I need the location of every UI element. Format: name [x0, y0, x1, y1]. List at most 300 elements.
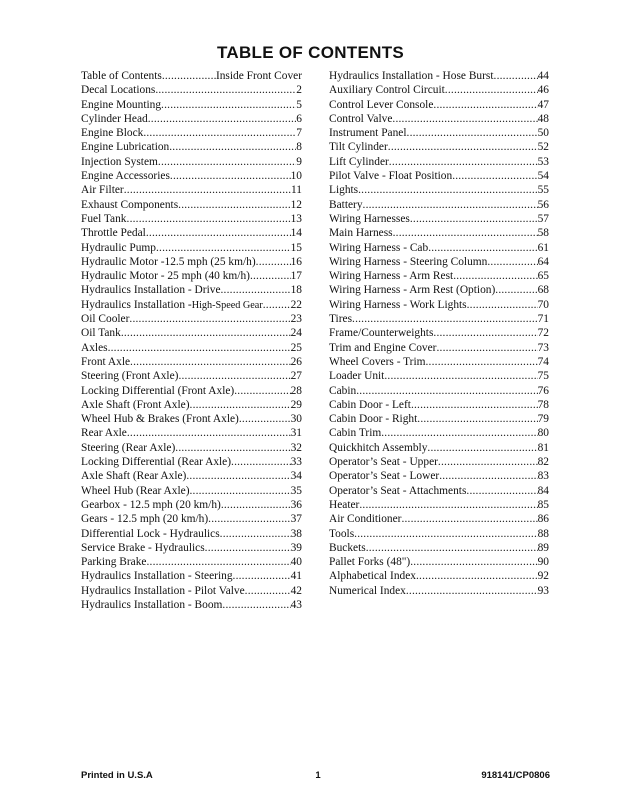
- dot-leader: [121, 326, 291, 340]
- toc-entry[interactable]: [81, 441, 302, 455]
- toc-entry[interactable]: [81, 341, 302, 355]
- dot-leader: [381, 426, 537, 440]
- toc-entry[interactable]: [81, 83, 302, 97]
- toc-entry-label: Control Lever Console: [329, 98, 434, 111]
- toc-entry-label: Hydraulics Installation -: [81, 298, 192, 311]
- toc-entry-page: 34: [290, 470, 302, 483]
- toc-entry[interactable]: [329, 155, 549, 169]
- dot-leader: [393, 226, 538, 240]
- dot-leader: [433, 326, 537, 340]
- toc-entry[interactable]: [81, 469, 302, 483]
- toc-entry-page: 10: [290, 170, 302, 183]
- dot-leader: [250, 269, 291, 283]
- toc-entry[interactable]: [329, 384, 549, 398]
- dot-leader: [208, 512, 290, 526]
- toc-entry-label: Main Harness: [329, 227, 393, 240]
- toc-entry-label: Engine Lubrication: [81, 141, 170, 154]
- toc-entry-label: Wiring Harness - Arm Rest (Option): [329, 284, 496, 297]
- toc-entry[interactable]: [81, 484, 302, 498]
- toc-entry-page: 65: [537, 270, 549, 283]
- dot-leader: [222, 598, 290, 612]
- dot-leader: [439, 469, 537, 483]
- toc-entry-page: 5: [296, 98, 302, 111]
- dot-leader: [233, 569, 291, 583]
- toc-entry-page: 14: [290, 227, 302, 240]
- toc-entry-page: 28: [290, 384, 302, 397]
- toc-entry-label: Operator’s Seat - Attachments: [329, 484, 467, 497]
- dot-leader: [426, 355, 538, 369]
- toc-right-column: [329, 69, 549, 598]
- toc-entry-page: 68: [537, 284, 549, 297]
- toc-entry-label: Battery: [329, 198, 363, 211]
- dot-leader: [170, 169, 291, 183]
- toc-entry[interactable]: [81, 269, 302, 283]
- toc-entry-label: Hydraulics Installation - Boom: [81, 598, 223, 611]
- toc-entry-page: 92: [537, 570, 549, 583]
- toc-entry-page: 52: [537, 141, 549, 154]
- toc-entry[interactable]: [81, 527, 302, 541]
- toc-entry-label: Auxiliary Control Circuit: [329, 84, 445, 97]
- toc-entry[interactable]: [329, 484, 549, 498]
- toc-entry-label: Buckets: [329, 541, 366, 554]
- dot-leader: [354, 527, 537, 541]
- toc-entry[interactable]: [329, 283, 549, 297]
- toc-entry-label: Trim and Engine Cover: [329, 341, 437, 354]
- dot-leader: [221, 498, 291, 512]
- dot-leader: [155, 83, 296, 97]
- toc-entry-page: 16: [290, 255, 302, 268]
- toc-entry[interactable]: [81, 212, 302, 226]
- dot-leader: [169, 140, 296, 154]
- dot-leader: [221, 283, 291, 297]
- dot-leader: [263, 298, 291, 312]
- toc-entry-label: Wheel Covers - Trim: [329, 355, 426, 368]
- toc-entry-page: 24: [290, 327, 302, 340]
- toc-entry[interactable]: [329, 341, 549, 355]
- toc-entry-page: 74: [537, 355, 549, 368]
- toc-entry[interactable]: [81, 283, 302, 297]
- toc-entry-page: 9: [296, 155, 302, 168]
- toc-entry-label: Hydraulic Motor - 25 mph (40 km/h): [81, 270, 250, 283]
- toc-entry-page: 58: [537, 227, 549, 240]
- toc-entry-label: Hydraulics Installation - Hose Burst: [329, 70, 494, 82]
- toc-entry[interactable]: [81, 169, 302, 183]
- toc-entry-page: 93: [537, 584, 549, 597]
- toc-entry-label: Cabin Trim: [329, 427, 382, 440]
- toc-entry-page: 54: [537, 170, 549, 183]
- dot-leader: [256, 255, 291, 269]
- toc-entry[interactable]: [329, 369, 549, 383]
- toc-entry[interactable]: [81, 555, 302, 569]
- toc-entry-page: 40: [290, 556, 302, 569]
- toc-entry-label: Hydraulics Installation - Pilot Valve: [81, 584, 245, 597]
- toc-entry[interactable]: [81, 298, 302, 312]
- toc-entry[interactable]: [329, 198, 549, 212]
- dot-leader: [388, 140, 538, 154]
- toc-entry-label: Lights: [329, 184, 359, 197]
- toc-entry[interactable]: [81, 412, 302, 426]
- toc-entry[interactable]: [81, 455, 302, 469]
- toc-entry-label: Injection System: [81, 155, 158, 168]
- toc-entry-page: 86: [537, 513, 549, 526]
- toc-entry[interactable]: [81, 98, 302, 112]
- dot-leader: [410, 555, 537, 569]
- toc-entry[interactable]: [81, 183, 302, 197]
- toc-entry-page: 8: [296, 141, 302, 154]
- toc-entry-page: 57: [537, 212, 549, 225]
- toc-entry[interactable]: [329, 183, 549, 197]
- toc-entry[interactable]: [329, 355, 549, 369]
- toc-entry-page: 18: [290, 284, 302, 297]
- toc-entry-page: 22: [290, 298, 302, 311]
- toc-entry[interactable]: [81, 326, 302, 340]
- toc-left-column: [81, 69, 302, 612]
- toc-entry-label: Cabin Door - Left: [329, 398, 411, 411]
- toc-entry-page: 6: [296, 112, 302, 125]
- toc-entry-page: 80: [537, 427, 549, 440]
- toc-entry-label: Wiring Harness - Cab: [329, 241, 429, 254]
- toc-entry[interactable]: [329, 512, 549, 526]
- toc-entry-label: Engine Accessories: [81, 170, 170, 183]
- toc-entry-page: 32: [290, 441, 302, 454]
- dot-leader: [146, 226, 291, 240]
- toc-entry[interactable]: [81, 584, 302, 598]
- toc-entry-label: Axle Shaft (Front Axle): [81, 398, 190, 411]
- toc-entry-label: Cabin Door - Right: [329, 413, 418, 426]
- toc-entry[interactable]: [81, 569, 302, 583]
- dot-leader: [428, 241, 537, 255]
- dot-leader: [467, 298, 538, 312]
- toc-entry-label: Heater: [329, 498, 360, 511]
- toc-entry[interactable]: [329, 212, 549, 226]
- toc-entry-label: Quickhitch Assembly: [329, 441, 428, 454]
- dot-leader: [129, 312, 290, 326]
- toc-entry[interactable]: [81, 426, 302, 440]
- toc-entry[interactable]: [329, 298, 549, 312]
- toc-entry[interactable]: [81, 369, 302, 383]
- toc-entry-page: 50: [537, 127, 549, 140]
- toc-entry-page: 79: [537, 413, 549, 426]
- footer-printed-in: Printed in U.S.A: [81, 770, 153, 781]
- toc-entry-page: 15: [290, 241, 302, 254]
- dot-leader: [178, 198, 290, 212]
- toc-entry[interactable]: [81, 312, 302, 326]
- dot-leader: [407, 126, 538, 140]
- dot-leader: [436, 341, 537, 355]
- toc-entry-page: 35: [290, 484, 302, 497]
- toc-entry-label: Control Valve: [329, 112, 393, 125]
- footer-page-number: 1: [315, 770, 321, 781]
- toc-entry[interactable]: [329, 126, 549, 140]
- toc-entry-label: Tilt Cylinder: [329, 141, 388, 154]
- toc-entry[interactable]: [329, 112, 549, 126]
- toc-entry-label: Oil Cooler: [81, 313, 130, 326]
- toc-entry-label: Steering (Rear Axle): [81, 441, 176, 454]
- toc-entry-label: Table of Contents: [81, 70, 162, 82]
- toc-entry[interactable]: [329, 241, 549, 255]
- dot-leader: [358, 183, 537, 197]
- toc-entry[interactable]: [329, 69, 549, 83]
- toc-entry-label: Instrument Panel: [329, 127, 407, 140]
- toc-entry-page: 39: [290, 541, 302, 554]
- dot-leader: [148, 112, 297, 126]
- dot-leader: [356, 384, 537, 398]
- toc-entry-page: 47: [537, 98, 549, 111]
- toc-entry-label-small: High-Speed Gear: [191, 299, 263, 311]
- dot-leader: [175, 441, 290, 455]
- page-title: TABLE OF CONTENTS: [216, 43, 405, 62]
- dot-leader: [127, 426, 291, 440]
- dot-leader: [231, 455, 291, 469]
- toc-entry[interactable]: [81, 512, 302, 526]
- dot-leader: [438, 455, 538, 469]
- toc-entry[interactable]: [81, 255, 302, 269]
- toc-entry-page: 12: [290, 198, 302, 211]
- toc-entry[interactable]: [329, 455, 549, 469]
- toc-entry-page: 25: [290, 341, 302, 354]
- toc-entry[interactable]: [329, 584, 549, 598]
- dot-leader: [178, 369, 290, 383]
- toc-entry[interactable]: [329, 469, 549, 483]
- toc-entry-page: 33: [290, 456, 302, 469]
- toc-entry[interactable]: [329, 269, 549, 283]
- dot-leader: [427, 441, 537, 455]
- toc-entry[interactable]: [81, 112, 302, 126]
- toc-entry[interactable]: [329, 169, 549, 183]
- toc-entry-page: Inside Front Cover: [215, 70, 302, 82]
- toc-entry-page: 64: [537, 255, 549, 268]
- toc-entry-label: Wheel Hub (Rear Axle): [81, 484, 190, 497]
- toc-entry-page: 46: [537, 84, 549, 97]
- toc-entry-page: 26: [290, 355, 302, 368]
- toc-entry-page: 53: [537, 155, 549, 168]
- dot-leader: [466, 484, 537, 498]
- dot-leader: [189, 484, 290, 498]
- toc-entry-page: 29: [290, 398, 302, 411]
- dot-leader: [494, 69, 538, 83]
- toc-entry-page: 37: [290, 513, 302, 526]
- toc-entry-page: 61: [537, 241, 549, 254]
- toc-entry-label: Air Conditioner: [329, 513, 402, 526]
- dot-leader: [352, 312, 538, 326]
- toc-entry-label: Service Brake - Hydraulics: [81, 541, 205, 554]
- toc-entry[interactable]: [329, 541, 549, 555]
- toc-entry-page: 44: [537, 70, 549, 82]
- toc-entry-page: 36: [290, 498, 302, 511]
- toc-entry-page: 88: [537, 527, 549, 540]
- dot-leader: [124, 183, 291, 197]
- toc-entry-label: Steering (Front Axle): [81, 370, 179, 383]
- dot-leader: [156, 241, 291, 255]
- toc-entry-label: Operator’s Seat - Lower: [329, 470, 440, 483]
- toc-entry-label: Engine Block: [81, 127, 144, 140]
- toc-entry-label: Front Axle: [81, 355, 131, 368]
- toc-entry-label: Pilot Valve - Float Position: [329, 170, 453, 183]
- toc-entry-label: Operator’s Seat - Upper: [329, 456, 438, 469]
- dot-leader: [234, 384, 290, 398]
- dot-leader: [392, 112, 537, 126]
- toc-entry-label: Cylinder Head: [81, 112, 148, 125]
- toc-entry-label: Axle Shaft (Rear Axle): [81, 470, 187, 483]
- dot-leader: [487, 255, 537, 269]
- toc-entry[interactable]: [329, 255, 549, 269]
- toc-entry[interactable]: [81, 598, 302, 612]
- toc-entry-label: Wiring Harnesses: [329, 212, 410, 225]
- toc-entry[interactable]: [81, 198, 302, 212]
- dot-leader: [205, 541, 291, 555]
- dot-leader: [495, 283, 537, 297]
- toc-entry-page: 27: [290, 370, 302, 383]
- toc-entry-label: Pallet Forks (48"): [329, 556, 411, 569]
- toc-entry-page: 55: [537, 184, 549, 197]
- toc-entry-label: Gears - 12.5 mph (20 km/h): [81, 513, 209, 526]
- toc-entry-page: 38: [290, 527, 302, 540]
- toc-entry[interactable]: [329, 326, 549, 340]
- dot-leader: [410, 212, 538, 226]
- dot-leader: [433, 98, 537, 112]
- toc-entry-page: 81: [537, 441, 549, 454]
- toc-entry-page: 70: [537, 298, 549, 311]
- footer-doc-code: 918141/CP0806: [481, 770, 550, 781]
- toc-entry-page: 78: [537, 398, 549, 411]
- toc-entry-page: 2: [296, 84, 302, 97]
- toc-entry[interactable]: [329, 98, 549, 112]
- dot-leader: [161, 98, 296, 112]
- toc-entry-label: Tools: [329, 527, 355, 540]
- dot-leader: [162, 69, 216, 83]
- dot-leader: [186, 469, 290, 483]
- toc-entry[interactable]: [329, 555, 549, 569]
- toc-entry[interactable]: [329, 398, 549, 412]
- toc-entry[interactable]: [329, 426, 549, 440]
- toc-entry-page: 56: [537, 198, 549, 211]
- toc-entry[interactable]: [81, 226, 302, 240]
- toc-entry[interactable]: [81, 398, 302, 412]
- dot-leader: [406, 584, 538, 598]
- toc-entry[interactable]: [329, 527, 549, 541]
- dot-leader: [389, 155, 538, 169]
- toc-entry-page: 83: [537, 470, 549, 483]
- toc-entry[interactable]: [329, 412, 549, 426]
- toc-entry[interactable]: [81, 498, 302, 512]
- toc-entry-label: Parking Brake: [81, 556, 147, 569]
- toc-entry-label: Cabin: [329, 384, 357, 397]
- dot-leader: [245, 584, 291, 598]
- toc-entry[interactable]: [329, 498, 549, 512]
- toc-entry-label: Throttle Pedal: [81, 227, 146, 240]
- toc-entry-page: 90: [537, 556, 549, 569]
- dot-leader: [384, 369, 537, 383]
- toc-entry[interactable]: [81, 541, 302, 555]
- toc-entry-page: 48: [537, 112, 549, 125]
- toc-entry-label: Decal Locations: [81, 84, 156, 97]
- toc-entry-page: 75: [537, 370, 549, 383]
- toc-entry-page: 31: [290, 427, 302, 440]
- toc-entry-page: 11: [291, 184, 302, 197]
- toc-entry-label: Wheel Hub & Brakes (Front Axle): [81, 413, 239, 426]
- toc-entry-label: Hydraulic Motor -12.5 mph (25 km/h): [81, 255, 256, 268]
- toc-entry[interactable]: [81, 126, 302, 140]
- toc-entry-label: Hydraulics Installation - Steering: [81, 570, 233, 583]
- toc-entry[interactable]: [329, 83, 549, 97]
- toc-entry-label: Numerical Index: [329, 584, 406, 597]
- toc-entry[interactable]: [81, 355, 302, 369]
- toc-entry[interactable]: [81, 241, 302, 255]
- toc-entry-label: Air Filter: [81, 184, 124, 197]
- toc-entry-page: 76: [537, 384, 549, 397]
- toc-entry-label: Gearbox - 12.5 mph (20 km/h): [81, 498, 221, 511]
- dot-leader: [366, 541, 538, 555]
- toc-entry[interactable]: [329, 226, 549, 240]
- toc-entry-page: 82: [537, 456, 549, 469]
- toc-entry-label: Hydraulics Installation - Drive: [81, 284, 221, 297]
- toc-entry[interactable]: [329, 441, 549, 455]
- toc-entry[interactable]: [81, 155, 302, 169]
- dot-leader: [143, 126, 296, 140]
- toc-entry-page: 17: [290, 270, 302, 283]
- dot-leader: [416, 569, 538, 583]
- toc-entry-page: 71: [537, 313, 549, 326]
- dot-leader: [130, 355, 291, 369]
- toc-entry-page: 72: [537, 327, 549, 340]
- dot-leader: [453, 269, 537, 283]
- dot-leader: [220, 527, 291, 541]
- toc-entry-page: 84: [537, 484, 549, 497]
- dot-leader: [401, 512, 537, 526]
- dot-leader: [417, 412, 537, 426]
- dot-leader: [108, 341, 291, 355]
- toc-entry[interactable]: [81, 140, 302, 154]
- toc-entry-label: Frame/Counterweights: [329, 327, 434, 340]
- toc-entry-page: 41: [290, 570, 302, 583]
- toc-entry[interactable]: [81, 384, 302, 398]
- toc-entry[interactable]: [81, 69, 302, 83]
- toc-entry-label: Wiring Harness - Arm Rest: [329, 270, 454, 283]
- toc-entry[interactable]: [329, 569, 549, 583]
- toc-entry-label: Axles: [81, 341, 108, 354]
- toc-entry[interactable]: [329, 140, 549, 154]
- dot-leader: [452, 169, 537, 183]
- toc-entry-page: 7: [296, 127, 302, 140]
- toc-entry-label: Locking Differential (Front Axle): [81, 384, 235, 397]
- dot-leader: [239, 412, 291, 426]
- toc-entry-label: Rear Axle: [81, 427, 127, 440]
- toc-entry-page: 13: [290, 212, 302, 225]
- dot-leader: [411, 398, 538, 412]
- toc-entry-page: 42: [290, 584, 302, 597]
- toc-entry-label: Tires: [329, 313, 353, 326]
- dot-leader: [359, 498, 537, 512]
- dot-leader: [190, 398, 291, 412]
- dot-leader: [127, 212, 291, 226]
- toc-entry-label: Alphabetical Index: [329, 570, 416, 583]
- toc-entry-page: 43: [290, 598, 302, 611]
- toc-entry-label: Locking Differential (Rear Axle): [81, 456, 232, 469]
- toc-entry-page: 23: [290, 313, 302, 326]
- toc-entry-label: Engine Mounting: [81, 98, 162, 111]
- toc-entry-label: Oil Tank: [81, 327, 121, 340]
- toc-entry-page: 73: [537, 341, 549, 354]
- toc-entry-label: Loader Unit: [329, 370, 385, 383]
- toc-entry-label: Differential Lock - Hydraulics: [81, 527, 220, 540]
- toc-entry-page: 85: [537, 498, 549, 511]
- toc-entry-label: Wiring Harness - Steering Column: [329, 255, 488, 268]
- toc-entry-page: 30: [290, 413, 302, 426]
- toc-entry[interactable]: [329, 312, 549, 326]
- toc-entry-page: 89: [537, 541, 549, 554]
- toc-entry-label: Exhaust Components: [81, 198, 179, 211]
- dot-leader: [146, 555, 290, 569]
